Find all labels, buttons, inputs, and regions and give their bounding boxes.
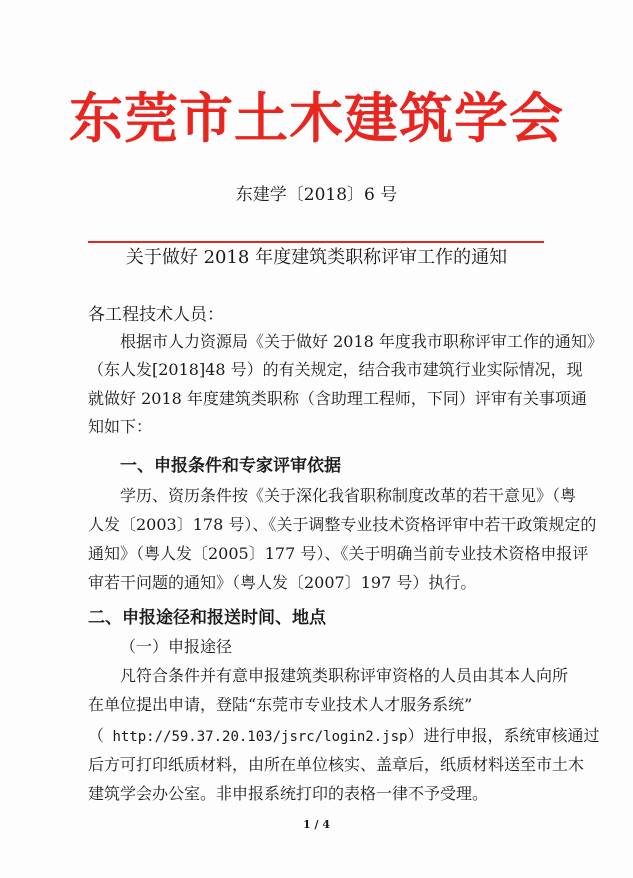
intro-line: 知如下： [88,417,153,436]
red-divider-line [88,241,544,243]
section-1-line: 人发〔2003〕178 号）、《关于调整专业技术资格评审中若干政策规定的 [88,515,597,534]
section-2-line: 在单位提出申请，登陆“东莞市专业技术人才服务系统” [88,695,473,714]
section-1-line: 通知》（粤人发〔2005〕177 号）、《关于明确当前专业技术资格申报评 [88,544,589,563]
section-2-line: 凡符合条件并有意申报建筑类职称评审资格的人员由其本人向所 [120,666,569,685]
salutation: 各工程技术人员： [88,305,224,325]
intro-line: 根据市人力资源局《关于做好 2018 年度我市职称评审工作的通知》 [120,332,603,351]
url-line-rest: ）进行申报，系统审核通过 [407,726,600,745]
document-subject-title: 关于做好 2018 年度建筑类职称评审工作的通知 [125,247,508,268]
url-open-paren: （ [88,726,105,745]
section-2-line: 建筑学会办公室。非申报系统打印的表格一律不予受理。 [88,784,489,803]
organization-title: 东莞市土木建筑学会 [69,86,564,150]
system-url: http://59.37.20.103/jsrc/login2.jsp [104,729,408,745]
section-2-sub-heading: （一）申报途径 [120,637,233,656]
section-1-heading: 一、申报条件和专家评审依据 [120,456,341,476]
section-2-heading: 二、申报途径和报送时间、地点 [88,608,326,628]
section-2-line: 后方可打印纸质材料，由所在单位核实、盖章后，纸质材料送至市土木 [88,755,585,774]
section-1-line: 审若干问题的通知》（粤人发〔2007〕197 号）执行。 [88,573,477,592]
section-1-line: 学历、资历条件按《关于深化我省职称制度改革的若干意见》（粤 [120,486,577,505]
section-2-url-line [88,725,599,748]
intro-line: （东人发[2018]48 号）的有关规定，结合我市建筑行业实际情况，现 [88,360,583,379]
intro-line: 就做好 2018 年度建筑类职称（含助理工程师，下同）评审有关事项通 [88,389,587,408]
page-number: 1 / 4 [303,818,330,831]
document-number: 东建学〔2018〕6 号 [235,185,398,205]
